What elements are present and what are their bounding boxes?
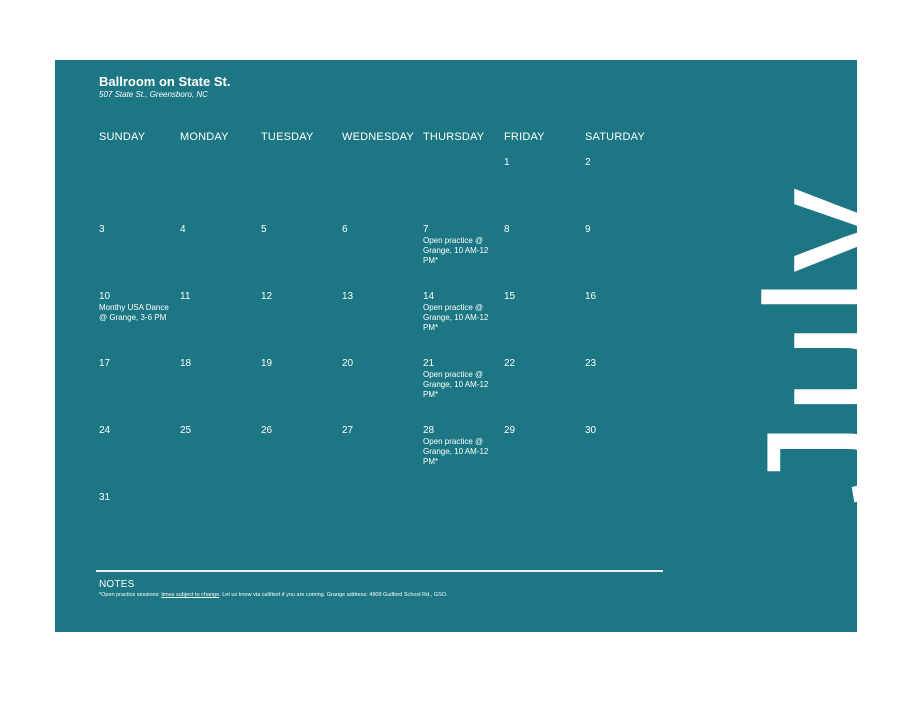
calendar-header [99, 74, 230, 100]
day-cell[interactable] [180, 353, 261, 420]
notes-link[interactable]: times subject to change [161, 592, 220, 598]
weekday-saturday: SATURDAY [585, 131, 645, 143]
day-number: 23 [585, 358, 597, 369]
day-number: 29 [504, 425, 516, 436]
week-row [99, 353, 666, 420]
week-row [99, 152, 666, 219]
day-cell[interactable] [180, 286, 261, 353]
day-cell[interactable] [261, 286, 342, 353]
weekday-tuesday: TUESDAY [261, 131, 314, 143]
day-cell[interactable] [342, 420, 423, 487]
weekday-friday: FRIDAY [504, 131, 545, 143]
day-number: 4 [180, 224, 186, 235]
day-cell[interactable] [504, 420, 585, 487]
day-number: 11 [180, 291, 191, 302]
day-number: 1 [504, 157, 510, 168]
day-cell[interactable] [261, 219, 342, 286]
calendar-grid [99, 130, 666, 554]
day-number: 25 [180, 425, 192, 436]
venue-name: Ballroom on State St. [99, 74, 231, 89]
day-cell[interactable] [504, 286, 585, 353]
day-cell[interactable] [99, 219, 180, 286]
day-number: 17 [99, 358, 111, 369]
notes-divider [96, 570, 663, 572]
day-cell[interactable] [261, 420, 342, 487]
notes-text-before: *Open practice sessions: [99, 592, 162, 598]
day-event: Open practice @ Grange, 10 AM-12 PM* [423, 236, 489, 265]
day-cell[interactable] [180, 152, 261, 219]
day-number: 13 [342, 291, 354, 302]
day-cell[interactable] [342, 286, 423, 353]
day-cell[interactable] [504, 487, 585, 554]
day-cell[interactable] [585, 219, 666, 286]
day-cell[interactable] [423, 353, 504, 420]
day-cell[interactable] [585, 353, 666, 420]
day-cell[interactable] [342, 219, 423, 286]
day-cell[interactable] [423, 152, 504, 219]
day-cell[interactable] [423, 487, 504, 554]
day-cell[interactable] [423, 420, 504, 487]
day-cell[interactable] [180, 219, 261, 286]
venue-address: 507 State St., Greensboro, NC [99, 90, 208, 99]
day-cell[interactable] [423, 286, 504, 353]
day-number: 18 [180, 358, 192, 369]
day-number: 21 [423, 358, 435, 369]
notes-text-after: . Let us know via call/text if you are coming. Grange address: 4909 Guilford School Rd., GSO. [219, 592, 448, 598]
day-event: Open practice @ Grange, 10 AM-12 PM* [423, 437, 489, 466]
week-row [99, 286, 666, 353]
day-number: 7 [423, 224, 429, 235]
day-cell[interactable] [180, 487, 261, 554]
day-cell[interactable] [585, 152, 666, 219]
day-cell[interactable] [99, 487, 180, 554]
day-number: 5 [261, 224, 267, 235]
day-number: 14 [423, 291, 435, 302]
day-number: 28 [423, 425, 435, 436]
day-number: 3 [99, 224, 105, 235]
calendar-panel [55, 60, 919, 632]
weekday-thursday: THURSDAY [423, 131, 485, 143]
day-number: 15 [504, 291, 516, 302]
day-number: 26 [261, 425, 273, 436]
day-number: 2 [585, 157, 591, 168]
day-number: 16 [585, 291, 597, 302]
day-cell[interactable] [585, 420, 666, 487]
day-cell[interactable] [585, 286, 666, 353]
day-cell[interactable] [99, 353, 180, 420]
notes-section [99, 579, 448, 599]
day-cell[interactable] [99, 420, 180, 487]
week-row [99, 219, 666, 286]
day-number: 27 [342, 425, 354, 436]
day-number: 30 [585, 425, 597, 436]
day-cell[interactable] [504, 353, 585, 420]
day-cell[interactable] [261, 353, 342, 420]
day-number: 31 [99, 492, 111, 503]
day-event: Open practice @ Grange, 10 AM-12 PM* [423, 370, 489, 399]
calendar-weeks [99, 152, 666, 554]
day-cell[interactable] [342, 152, 423, 219]
day-cell[interactable] [504, 219, 585, 286]
day-event: Monthy USA Dance @ Grange, 3-6 PM [99, 303, 169, 322]
day-number: 22 [504, 358, 516, 369]
weekday-header-row [99, 130, 666, 152]
weekday-sunday: SUNDAY [99, 131, 146, 143]
day-number: 9 [585, 224, 591, 235]
day-number: 6 [342, 224, 348, 235]
day-number: 19 [261, 358, 273, 369]
month-title: July [731, 182, 919, 505]
day-cell[interactable] [342, 353, 423, 420]
notes-text [99, 591, 448, 599]
weekday-wednesday: WEDNESDAY [342, 131, 414, 143]
day-cell[interactable] [585, 487, 666, 554]
day-cell[interactable] [261, 487, 342, 554]
day-cell[interactable] [99, 152, 180, 219]
day-event: Open practice @ Grange, 10 AM-12 PM* [423, 303, 489, 332]
day-cell[interactable] [504, 152, 585, 219]
day-cell[interactable] [261, 152, 342, 219]
week-row [99, 487, 666, 554]
week-row [99, 420, 666, 487]
notes-title: NOTES [99, 579, 135, 590]
day-number: 20 [342, 358, 354, 369]
day-number: 8 [504, 224, 510, 235]
day-cell[interactable] [180, 420, 261, 487]
weekday-monday: MONDAY [180, 131, 229, 143]
day-cell[interactable] [423, 219, 504, 286]
day-cell[interactable] [99, 286, 180, 353]
day-cell[interactable] [342, 487, 423, 554]
day-number: 12 [261, 291, 273, 302]
day-number: 24 [99, 425, 111, 436]
day-number: 10 [99, 291, 111, 302]
